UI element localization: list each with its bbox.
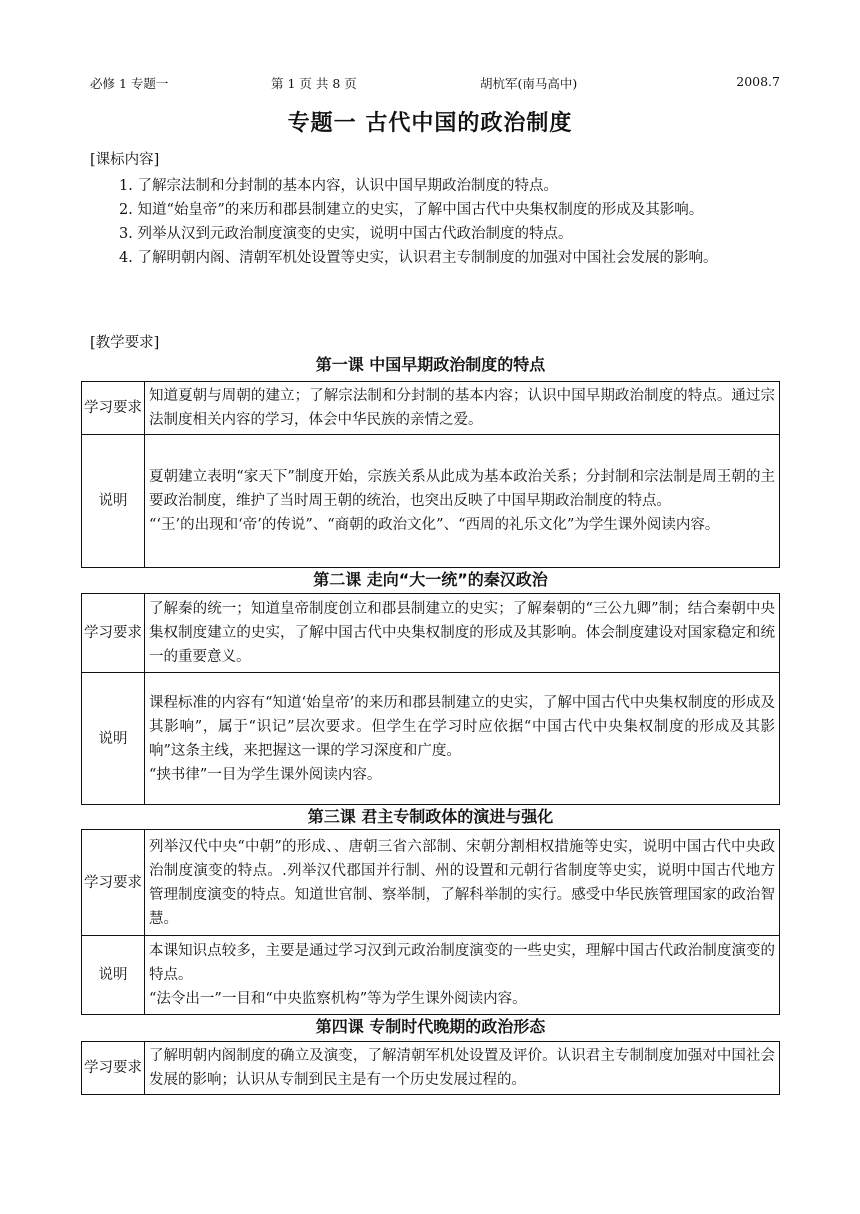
lesson-table xyxy=(81,381,780,568)
requirement-text: 知道夏朝与周朝的建立；了解宗法制和分封制的基本内容；认识中国早期政治制度的特点。通过宗法制度相关内容的学习，体会中华民族的亲情之爱。 xyxy=(145,382,780,435)
note-cell xyxy=(145,936,780,1015)
lesson-title: 第四课 专制时代晚期的政治形态 xyxy=(315,1017,546,1036)
lesson-title: 第二课 走向“大一统”的秦汉政治 xyxy=(313,570,548,589)
note-text: 夏朝建立表明“家天下”制度开始，宗族关系从此成为基本政治关系；分封制和宗法制是周王朝的主要政治制度，维护了当时周王朝的统治，也突出反映了中国早期政治制度的特点。 xyxy=(149,469,775,509)
note-text: “挟书律”一目为学生课外阅读内容。 xyxy=(149,766,382,783)
requirement-label: 学习要求 xyxy=(82,1042,145,1095)
lesson-title: 第一课 中国早期政治制度的特点 xyxy=(315,355,546,374)
note-text: 课程标准的内容有“知道‘始皇帝’的来历和郡县制建立的史实，了解中国古代中央集权制度的形成及其影响”，属于“识记”层次要求。但学生在学习时应依据“中国古代中央集权制度的形成及其影响”这条主线，来把握这一课的学习深度和广度。 xyxy=(149,694,775,759)
requirement-text: 了解秦的统一；知道皇帝制度创立和郡县制建立的史实；了解秦朝的“三公九卿”制；结合秦朝中央集权制度建立的史实，了解中国古代中央集权制度的形成及其影响。体会制度建设对国家稳定和统一的重要意义。 xyxy=(145,594,780,673)
note-text: 本课知识点较多，主要是通过学习汉到元政治制度演变的一些史实，理解中国古代政治制度演变的特点。 xyxy=(149,943,775,983)
requirement-label: 学习要求 xyxy=(82,382,145,435)
requirement-text: 了解明朝内阁制度的确立及演变，了解清朝军机处设置及评价。认识君主专制制度加强对中国社会发展的影响；认识从专制到民主是有一个历史发展过程的。 xyxy=(145,1042,780,1095)
curriculum-list xyxy=(90,174,780,270)
note-label: 说明 xyxy=(82,673,145,805)
header-course: 必修 1 专题一 xyxy=(90,76,169,91)
header-date: 2008.7 xyxy=(736,74,780,89)
curriculum-heading: [课标内容] xyxy=(90,152,160,168)
note-text: “法令出一”一目和“中央监察机构”等为学生课外阅读内容。 xyxy=(149,991,527,1007)
curriculum-item: 4. 了解明朝内阁、清朝军机处设置等史实，认识君主专制制度的加强对中国社会发展的影响。 xyxy=(119,250,718,266)
lesson-table xyxy=(81,829,780,1015)
lesson-title: 第三课 君主专制政体的演进与强化 xyxy=(307,807,554,826)
curriculum-item: 1. 了解宗法制和分封制的基本内容，认识中国早期政治制度的特点。 xyxy=(119,178,558,194)
requirement-text: 列举汉代中央“中朝”的形成、、唐朝三省六部制、宋朝分割相权措施等史实，说明中国古代中央政治制度演变的特点。.列举汉代郡国并行制、州的设置和元朝行省制度等史实，说明中国古代地方管理制度演变的特点。知道世官制、察举制，了解科举制的实行。感受中华民族管理国家的政治智慧。 xyxy=(145,830,780,936)
requirement-label: 学习要求 xyxy=(82,594,145,673)
note-cell xyxy=(145,435,780,568)
header-author: 胡杭军(南马高中) xyxy=(480,76,578,91)
note-label: 说明 xyxy=(82,936,145,1015)
note-cell xyxy=(145,673,780,805)
teaching-heading: [教学要求] xyxy=(90,335,160,351)
header-page-number: 第 1 页 共 8 页 xyxy=(271,76,357,91)
page-title: 专题一 古代中国的政治制度 xyxy=(287,111,573,136)
note-label: 说明 xyxy=(82,435,145,568)
note-text: “‘王’的出现和‘帝’的传说”、“商朝的政治文化”、“西周的礼乐文化”为学生课外阅读内容。 xyxy=(149,517,720,533)
lesson-table xyxy=(81,1041,780,1095)
curriculum-item: 3. 列举从汉到元政治制度演变的史实，说明中国古代政治制度的特点。 xyxy=(119,226,573,242)
curriculum-item: 2. 知道“始皇帝”的来历和郡县制建立的史实，了解中国古代中央集权制度的形成及其影响。 xyxy=(119,202,704,218)
page-header xyxy=(90,74,780,92)
requirement-label: 学习要求 xyxy=(82,830,145,936)
lesson-table xyxy=(81,593,780,805)
